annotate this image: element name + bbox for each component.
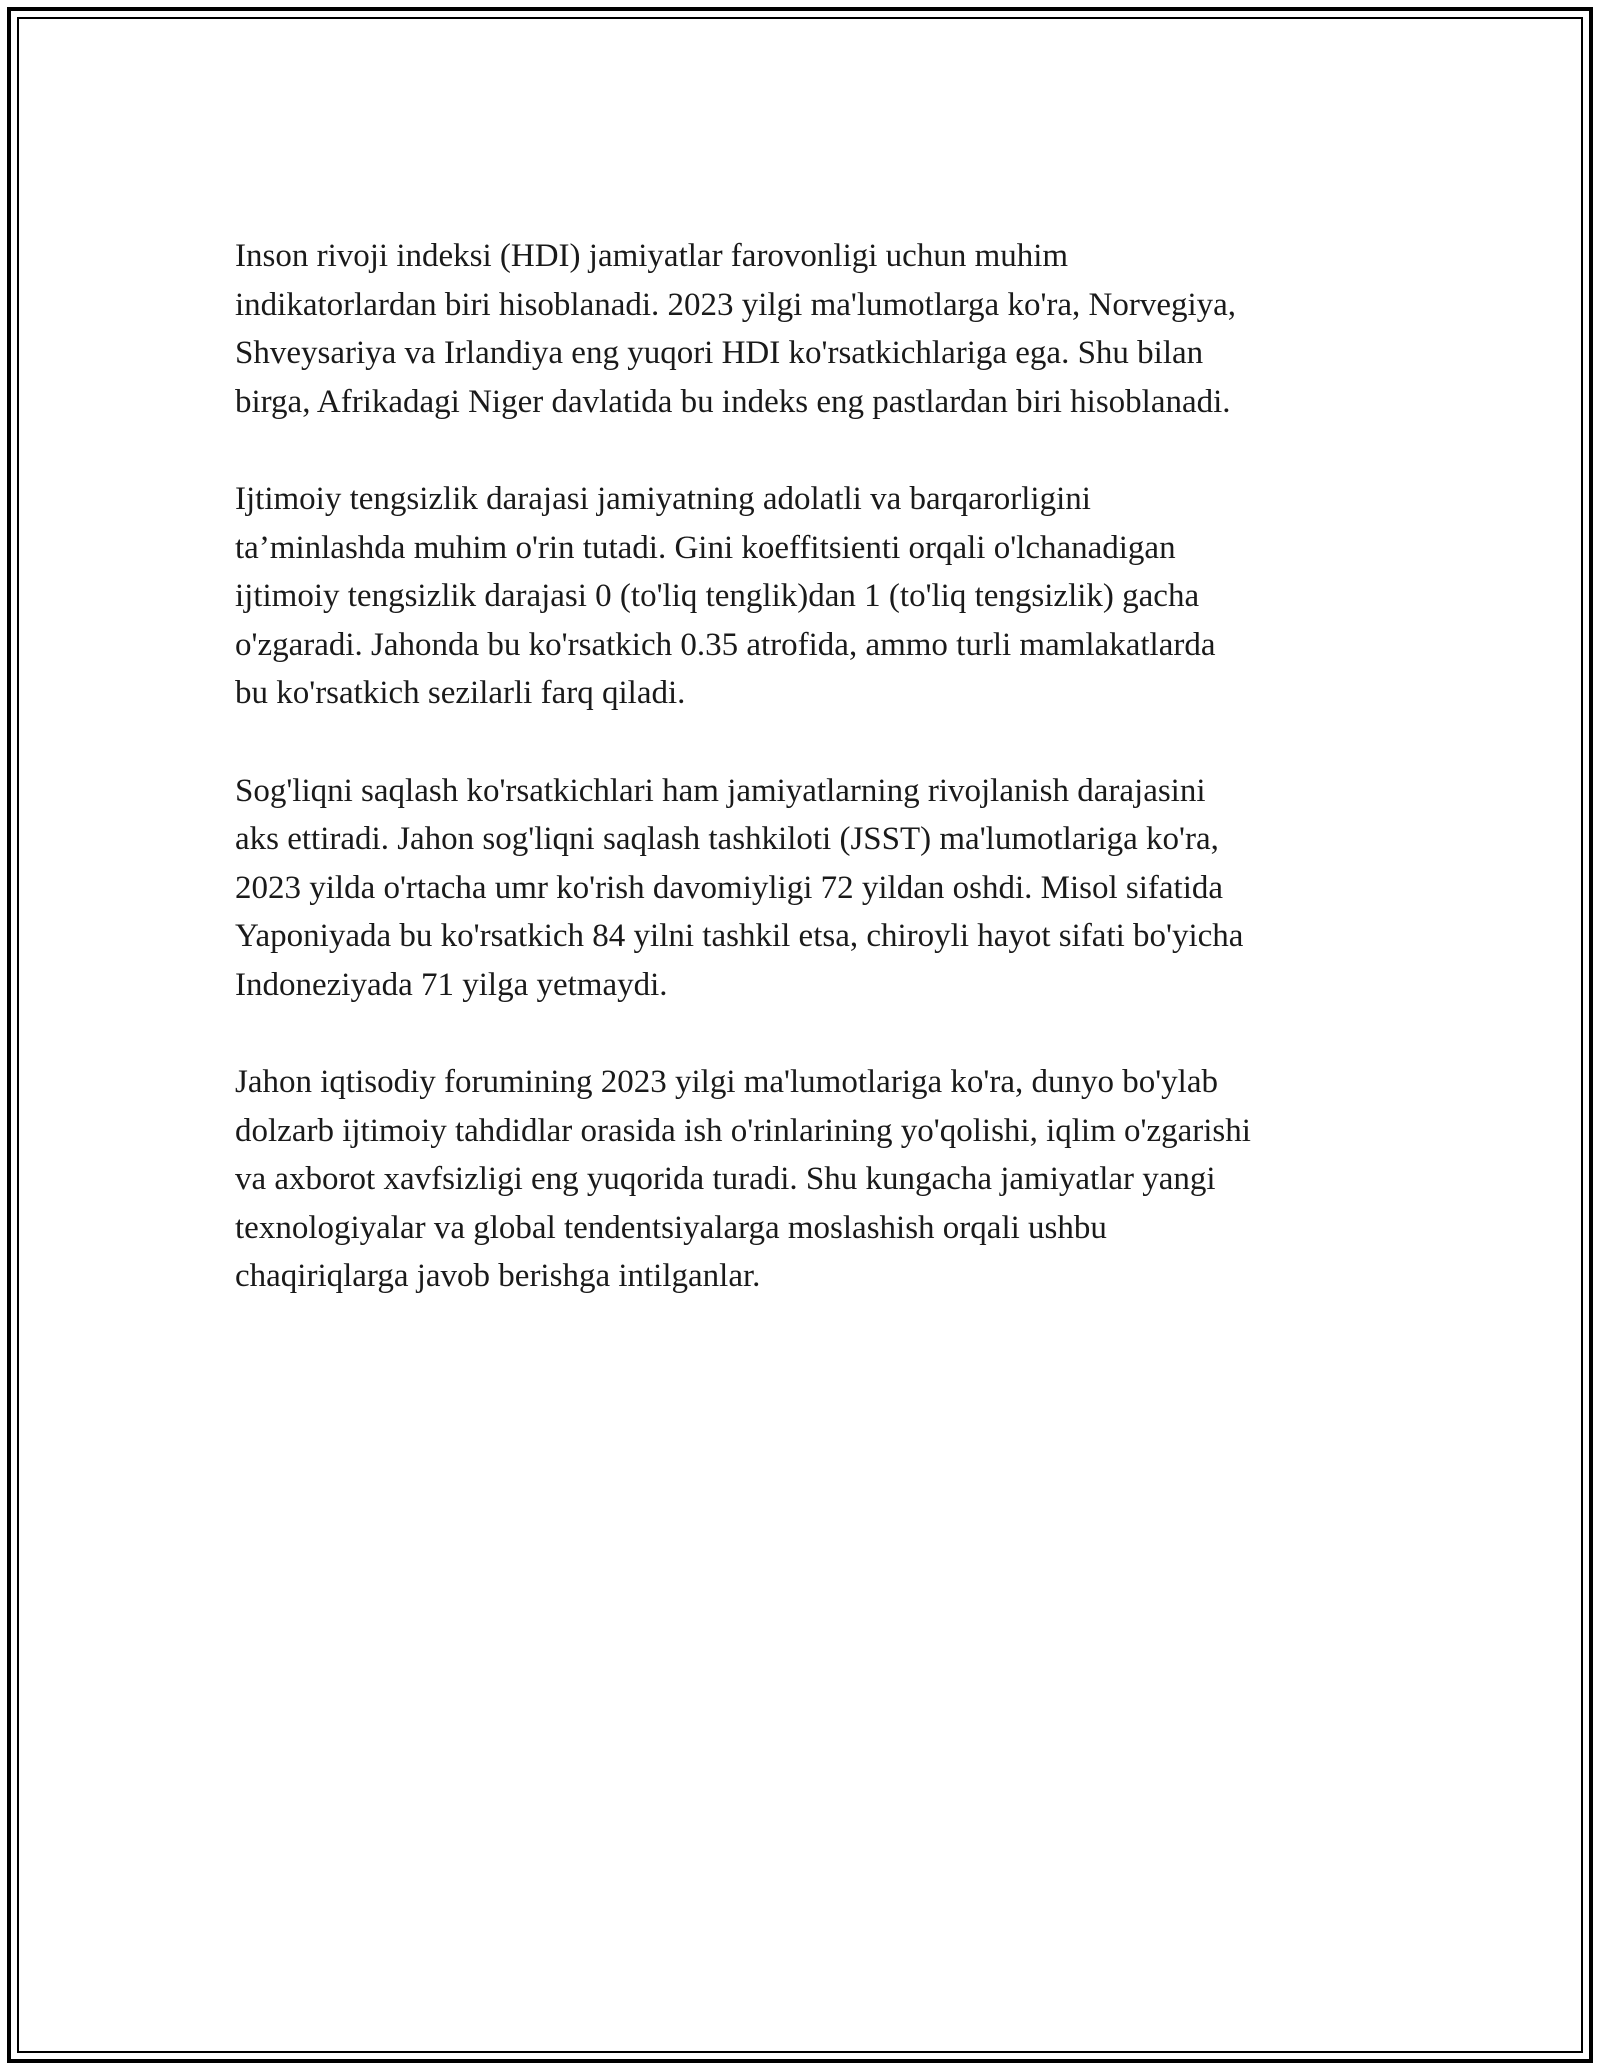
- text-line: Shveysariya va Irlandiya eng yuqori HDI ko'rsatkichlariga ega. Shu bilan: [235, 335, 1204, 372]
- text-line: va axborot xavfsizligi eng yuqorida turadi. Shu kungacha jamiyatlar yangi: [235, 1161, 1216, 1198]
- paragraph-inequality: [235, 475, 1375, 718]
- text-line: ta’minlashda muhim o'rin tutadi. Gini koeffitsienti orqali o'lchanadigan: [235, 529, 1176, 566]
- text-line: Indoneziyada 71 yilga yetmaydi.: [235, 966, 668, 1003]
- paragraph-threats: [235, 1058, 1375, 1301]
- text-line: birga, Afrikadagi Niger davlatida bu indeks eng pastlardan biri hisoblanadi.: [235, 383, 1231, 420]
- text-line: Yaponiyada bu ko'rsatkich 84 yilni tashkil etsa, chiroyli hayot sifati bo'yicha: [235, 918, 1244, 955]
- text-line: Sog'liqni saqlash ko'rsatkichlari ham jamiyatlarning rivojlanish darajasini: [235, 772, 1206, 809]
- text-line: aks ettiradi. Jahon sog'liqni saqlash tashkiloti (JSST) ma'lumotlariga ko'ra,: [235, 821, 1219, 858]
- text-line: chaqiriqlarga javob berishga intilganlar.: [235, 1258, 761, 1295]
- text-line: texnologiyalar va global tendentsiyalarga moslashish orqali ushbu: [235, 1209, 1107, 1246]
- paragraph-hdi: [235, 232, 1375, 426]
- text-line: bu ko'rsatkich sezilarli farq qiladi.: [235, 675, 686, 712]
- text-line: 2023 yilda o'rtacha umr ko'rish davomiyligi 72 yildan oshdi. Misol sifatida: [235, 869, 1224, 906]
- text-line: ijtimoiy tengsizlik darajasi 0 (to'liq tenglik)dan 1 (to'liq tengsizlik) gacha: [235, 578, 1200, 615]
- text-line: Jahon iqtisodiy forumining 2023 yilgi ma'lumotlariga ko'ra, dunyo bo'ylab: [235, 1064, 1218, 1101]
- text-line: o'zgaradi. Jahonda bu ko'rsatkich 0.35 atrofida, ammo turli mamlakatlarda: [235, 626, 1216, 663]
- text-line: Ijtimoiy tengsizlik darajasi jamiyatning adolatli va barqarorligini: [235, 480, 1091, 517]
- text-line: dolzarb ijtimoiy tahdidlar orasida ish o'rinlarining yo'qolishi, iqlim o'zgarishi: [235, 1112, 1251, 1149]
- text-line: indikatorlardan biri hisoblanadi. 2023 yilgi ma'lumotlarga ko'ra, Norvegiya,: [235, 286, 1237, 323]
- document-body: [235, 232, 1375, 1350]
- text-line: Inson rivoji indeksi (HDI) jamiyatlar farovonligi uchun muhim: [235, 238, 1069, 274]
- paragraph-health: [235, 767, 1375, 1010]
